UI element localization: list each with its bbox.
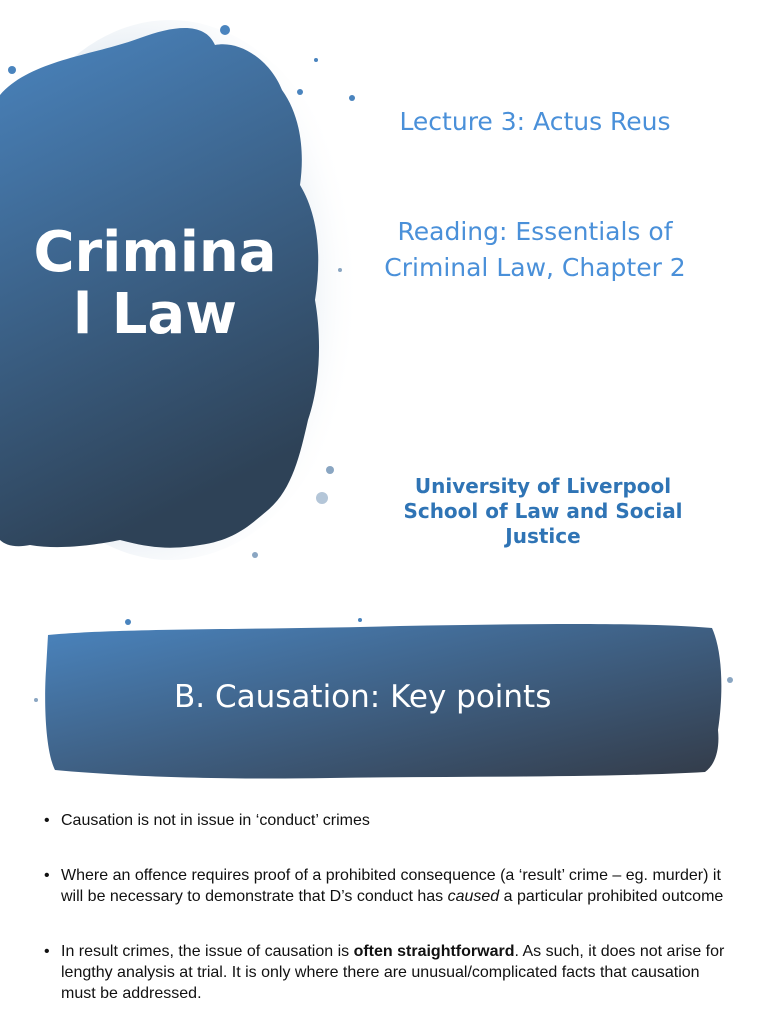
school-line: School of Law and Social Justice <box>403 499 683 548</box>
bullet-item <box>44 810 734 831</box>
bold-text: often straightforward <box>353 943 515 960</box>
bullet-text-tail: a particular prohibited outcome <box>499 888 724 905</box>
course-title: Criminal Law <box>33 220 277 347</box>
bullet-item <box>44 941 734 1004</box>
university-line: University of Liverpool <box>414 474 672 498</box>
bullet-text: Where an offence requires proof of a prohibited consequence (a ‘result’ crime – eg. murder) it will be necessary to demonstrate that D’s conduct has <box>61 867 721 905</box>
bullet-item <box>44 865 734 907</box>
lecture-title: Lecture 3: Actus Reus <box>399 107 671 136</box>
bullet-text: Causation is not in issue in ‘conduct’ crimes <box>61 812 370 829</box>
bullet-list <box>44 810 734 1024</box>
emphasis-text: caused <box>447 888 500 905</box>
reading-text: Reading: Essentials of Criminal Law, Chapter 2 <box>384 217 686 282</box>
university-name <box>378 474 708 549</box>
content-slide <box>0 610 768 1024</box>
bullet-text-tail: . As such, it does not arise for lengthy analysis at trial. It is only where there are unusual/complicated facts that causation must be addressed. <box>61 943 725 1002</box>
section-heading: B. Causation: Key points <box>174 679 552 715</box>
bullet-text: In result crimes, the issue of causation is <box>61 943 354 960</box>
